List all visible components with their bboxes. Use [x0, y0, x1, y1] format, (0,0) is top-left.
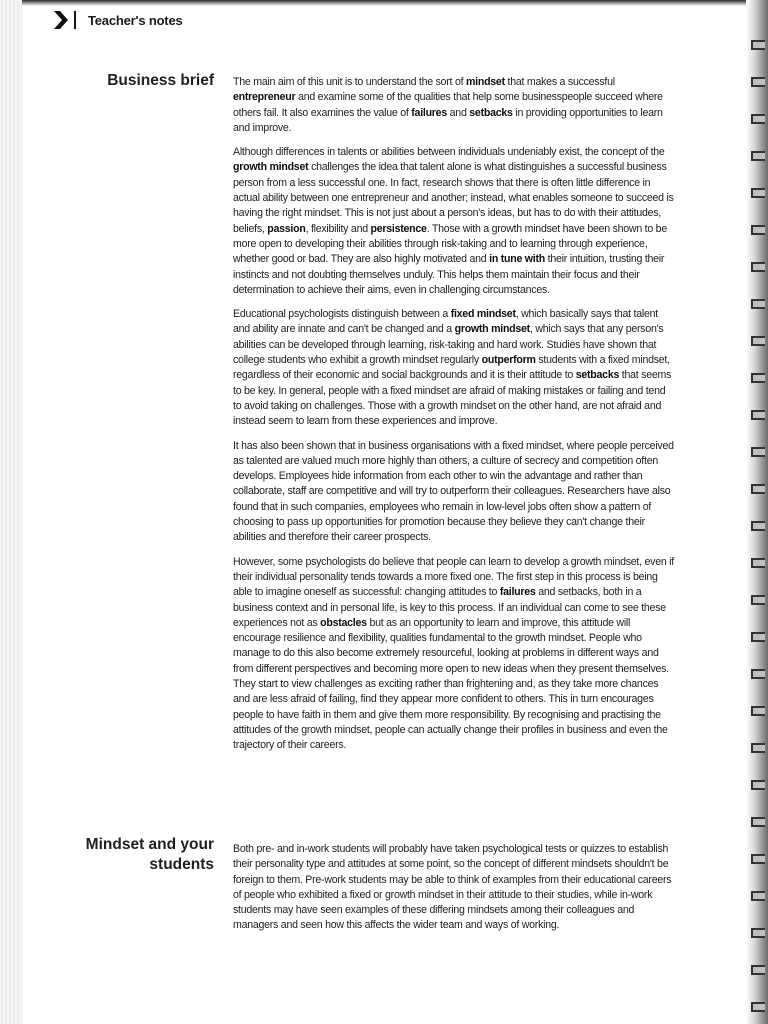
header-title: Teacher's notes — [88, 12, 183, 28]
section-heading-business-brief: Business brief — [107, 72, 214, 89]
text-run: and setbacks, both in a business context and in personal life, is key to this process. If an individual can come to see these experiences not as — [233, 586, 666, 629]
binding-ring — [751, 151, 765, 161]
bold-term: failures — [499, 586, 536, 599]
body-paragraph — [233, 842, 675, 934]
binding-ring — [751, 262, 765, 272]
binding-ring — [751, 336, 765, 346]
binding-ring — [751, 40, 765, 50]
bold-term: outperform — [481, 354, 536, 367]
body-paragraph — [233, 555, 675, 754]
bold-term: fixed mindset — [450, 308, 516, 321]
bold-term: in tune with — [489, 253, 545, 266]
bold-term: persistence — [370, 222, 427, 235]
page-top-shadow — [0, 0, 768, 6]
binding-ring — [751, 595, 765, 605]
text-run: challenges the idea that talent alone is what distinguishes a successful business person from a less successful one. In fact, research shows that there is often little difference in actual ability between one entrepreneur and another; instead, what enables someone to succeed is having the right mindset. This is not just about a person's ideas, but has to do with their attitudes, beliefs, — [233, 161, 674, 235]
bold-term: mindset — [465, 76, 505, 88]
text-run: students with a fixed mindset, regardless of their economic and social backgrounds and it is their attitude to — [233, 354, 670, 382]
binding-ring — [751, 447, 765, 457]
text-run: It has also been shown that in business organisations with a fixed mindset, where people perceived as talented are valued much more highly than others, a culture of secrecy and competition often develops. Employees hide information from each other to win the advantage and rather than collaborate, staff are competitive and will try to outperform their colleagues. Researchers have also found that in such companies, employees who remain in low-level jobs often show a pattern of choosing to pass up opportunities for promotion because they believe they can't change their abilities and therefore their career prospects. — [233, 439, 674, 544]
binding-ring — [751, 743, 765, 753]
binding-ring — [751, 188, 765, 198]
text-run: However, some psychologists do believe that people can learn to develop a growth mindset, even if their individual personality tends towards a more fixed one. The first step in this process is being able to imagine oneself as successful: changing attitudes to — [233, 555, 674, 599]
text-run: . Those with a growth mindset have been shown to be more open to developing their abilities through risk-taking and to learning through experience, whether good or bad. They are also highly motivated and — [233, 222, 667, 266]
text-run: Although differences in talents or abilities between individuals undeniably exist, the concept of the — [233, 146, 665, 159]
text-run: that seems to be key. In general, people with a fixed mindset are afraid of making mistakes or failing and tend to avoid taking on challenges. Those with a growth mindset on the other hand, are not afraid and instead seem to learn from these experiences and improve. — [233, 369, 672, 428]
body-paragraph — [233, 307, 675, 429]
binding-ring — [751, 225, 765, 235]
heading-line: students — [149, 856, 214, 873]
text-run: in providing opportunities to learn and improve. — [233, 106, 663, 134]
section-body-mindset-students — [233, 842, 675, 943]
binding-ring — [751, 373, 765, 383]
body-paragraph — [233, 439, 675, 546]
text-run: and — [446, 106, 470, 119]
binding-ring — [751, 891, 765, 901]
body-paragraph — [233, 145, 675, 298]
page-left-edge — [0, 0, 22, 1024]
binding-ring — [751, 1002, 765, 1012]
spiral-binding — [746, 0, 768, 1024]
text-run: , which basically says that talent and ability are innate and can't be changed and a — [233, 308, 658, 336]
bold-term: growth mindset — [454, 323, 530, 336]
header-divider — [74, 11, 76, 29]
section-body-business-brief — [233, 75, 675, 762]
text-run: , flexibility and — [305, 222, 371, 235]
binding-ring — [751, 706, 765, 716]
text-run: Educational psychologists distinguish between a — [233, 308, 451, 321]
binding-ring — [751, 410, 765, 420]
binding-ring — [751, 780, 765, 790]
text-run: but as an opportunity to learn and improve, this attitude will encourage resilience and flexibility, qualities fundamental to the growth mindset. People who manage to do this also become extremely resourceful, looking at problems in different ways and from different perspectives and becoming more open to new ideas when they present themselves. They start to view challenges as exciting rather than frightening and, as they take more chances and are less afraid of failing, find they appear more confident to others. This in turn encourages people to have faith in them and give them more responsibility. By recognising and practising the attitudes of the growth mindset, people can actually change their profiles in business and even the trajectory of their careers. — [233, 616, 669, 752]
text-run: their intuition, trusting their instincts and not doubting themselves unduly. This helps them maintain their focus and their determination to achieve their aims, even in challenging circumstances. — [233, 253, 665, 296]
binding-ring — [751, 632, 765, 642]
bold-term: setbacks — [469, 106, 513, 119]
binding-ring — [751, 77, 765, 87]
body-paragraph — [233, 75, 675, 136]
binding-ring — [751, 558, 765, 568]
binding-ring — [751, 854, 765, 864]
bold-term: obstacles — [320, 616, 367, 629]
page-header — [54, 11, 183, 29]
text-run: Both pre- and in-work students will probably have taken psychological tests or quizzes to establish their personality type and attitudes at some point, so the concept of different mindsets shouldn't be foreign to them. Pre-work students may be able to think of examples from their educational careers of people who exhibited a fixed or growth mindset in their attitude to their studies, while in-work students may have seen examples of these differing mindsets among their colleagues and managers and seen how this affects the wider team and ways of working. — [233, 843, 672, 932]
binding-ring — [751, 114, 765, 124]
bold-term: failures — [411, 106, 447, 119]
bold-term: passion — [267, 222, 306, 235]
binding-ring — [751, 521, 765, 531]
bold-term: growth mindset — [233, 161, 309, 174]
text-run: The main aim of this unit is to understand the sort of — [233, 76, 466, 88]
section-heading-mindset-students — [86, 835, 214, 875]
binding-ring — [751, 965, 765, 975]
binding-ring — [751, 299, 765, 309]
text-run: , which says that any person's abilities can be developed through learning, risk-taking and hard work. Studies have shown that college students who exhibit a growth mindset regularly — [233, 323, 664, 367]
text-run: that makes a successful — [504, 76, 615, 88]
binding-ring — [751, 484, 765, 494]
chevron-right-icon — [54, 11, 68, 29]
bold-term: setbacks — [575, 369, 620, 382]
binding-ring — [751, 669, 765, 679]
binding-ring — [751, 928, 765, 938]
text-run: and examine some of the qualities that help some businesspeople succeed where others fail. It also examines the value of — [233, 91, 663, 119]
bold-term: entrepreneur — [233, 91, 296, 104]
binding-ring — [751, 817, 765, 827]
heading-line: Mindset and your — [85, 836, 214, 853]
